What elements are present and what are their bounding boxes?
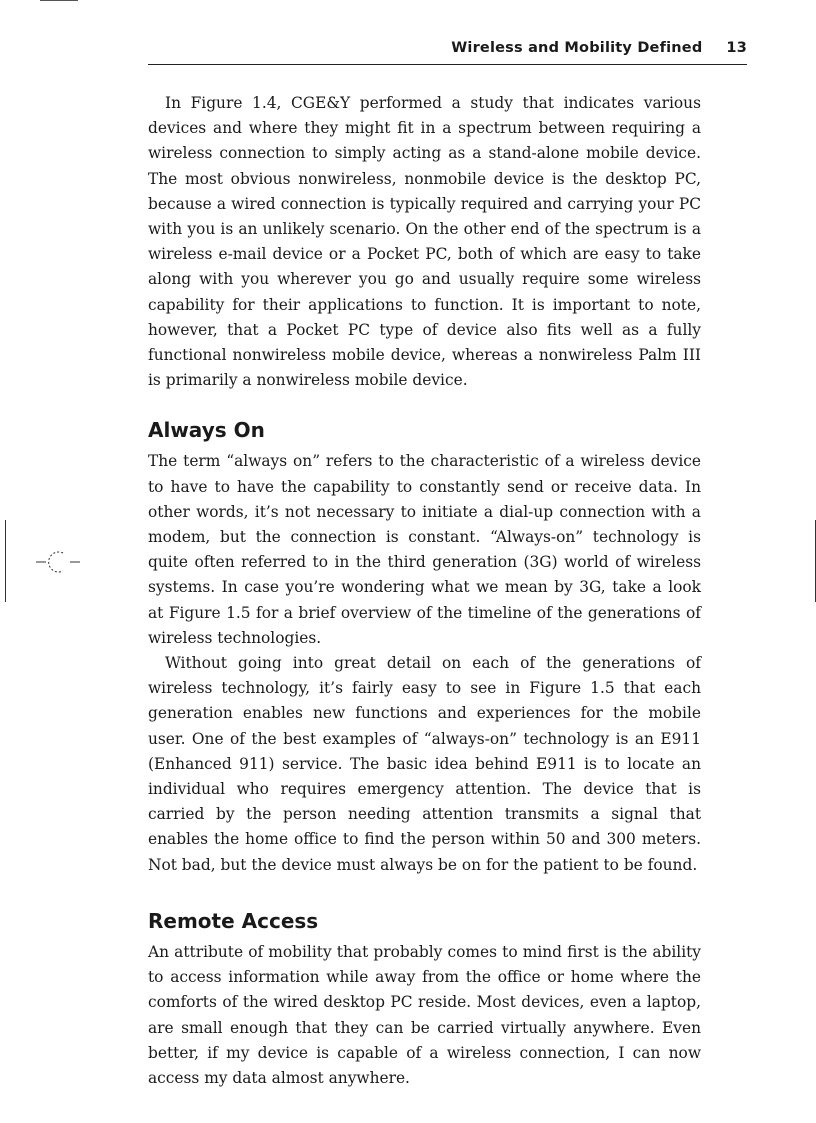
running-header: [148, 40, 747, 65]
page-number: 13: [726, 40, 747, 56]
intro-paragraph: In Figure 1.4, CGE&Y performed a study that indicates various devices and where they might fit in a spectrum between requiring a wireless connection to simply acting as a stand-alone mobile device. The most obvious nonwireless, nonmobile device is the desktop PC, because a wired connection is typically required and carrying your PC with you is an unlikely scenario. On the other end of the spectrum is a wireless e-mail device or a Pocket PC, both of which are easy to take along with you wherever you go and usually require some wireless capability for their applications to function. It is important to note, however, that a Pocket PC type of device also fits well as a fully functional nonwireless mobile device, whereas a nonwireless Palm III is primarily a nonwireless mobile device.: [148, 94, 701, 390]
crop-mark-top: [40, 0, 78, 1]
page-body: [148, 91, 701, 1091]
registration-mark-icon: [36, 548, 80, 576]
always-on-paragraph-2: Without going into great detail on each of the generations of wireless technology, it’s fairly easy to see in Figure 1.5 that each generation enables new functions and experiences for the mobile user. One of the best examples of “always-on” technology is an E911 (Enhanced 911) service. The basic idea behind E911 is to locate an individual who requires emergency attention. The device that is carried by the person needing attention transmits a signal that enables the home office to find the person within 50 and 300 meters. Not bad, but the device must always be on for the patient to be found.: [148, 654, 701, 874]
remote-access-paragraph: An attribute of mobility that probably comes to mind first is the ability to access information while away from the office or home where the comforts of the wired desktop PC reside. Most devices, even a laptop, are small enough that they can be carried virtually anywhere. Even better, if my device is capable of a wireless connection, I can now access my data almost anywhere.: [148, 942, 701, 1087]
section-heading-always-on: Always On: [148, 418, 265, 443]
crop-mark-left: [5, 520, 6, 602]
running-header-title: Wireless and Mobility Defined: [451, 40, 703, 56]
section-heading-remote-access: Remote Access: [148, 908, 319, 933]
always-on-paragraph-1: The term “always on” refers to the characteristic of a wireless device to have to have the capability to constantly send or receive data. In other words, it’s not necessary to initiate a dial-up connection with a modem, but the connection is constant. “Always-on” technology is quite often referred to in the third generation (3G) world of wireless systems. In case you’re wondering what we mean by 3G, take a look at Figure 1.5 for a brief overview of the timeline of the generations of wireless technologies.: [148, 452, 701, 647]
